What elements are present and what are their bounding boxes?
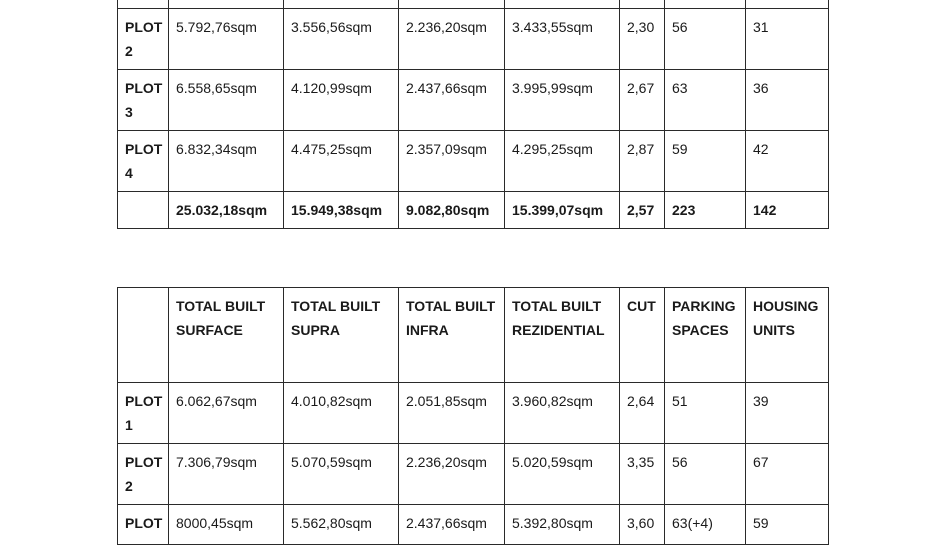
header-cell [118,288,169,383]
row-label: PLOT 1 [118,383,169,444]
row-label: PLOT 4 [118,131,169,192]
table-cell: 5.020,59sqm [505,444,620,505]
table-cell [665,0,746,9]
row-label: PLOT 2 [118,444,169,505]
table-cell: 39 [746,383,829,444]
table-cell: 3,35 [620,444,665,505]
table-cell: 2,64 [620,383,665,444]
table-cell: 142 [746,192,829,229]
table-cell: 2.236,20sqm [399,444,505,505]
table-cell: 9.082,80sqm [399,192,505,229]
table-cell: 223 [665,192,746,229]
row-label: PLOT [118,505,169,545]
table-cell: 2,57 [620,192,665,229]
header-cell: PARKING SPACES [665,288,746,383]
table-cell: 4.120,99sqm [284,70,399,131]
row-label: PLOT 2 [118,9,169,70]
header-cell: TOTAL BUILT SUPRA [284,288,399,383]
table-cell: 7.306,79sqm [169,444,284,505]
table-cell: 56 [665,9,746,70]
table-cell: 2.236,20sqm [399,9,505,70]
table-cell: 5.792,76sqm [169,9,284,70]
table-cell: 42 [746,131,829,192]
table-cell [399,0,505,9]
table-header-row [118,288,829,383]
table-cell: 8000,45sqm [169,505,284,545]
table-cell: 59 [746,505,829,545]
table-cell [746,0,829,9]
plot-summary-table [117,0,829,229]
table-cell: 2,30 [620,9,665,70]
table-row [118,383,829,444]
table-cell: 3.433,55sqm [505,9,620,70]
table-cell [284,0,399,9]
table-row [118,9,829,70]
header-cell: HOUSING UNITS [746,288,829,383]
table-cell: 5.070,59sqm [284,444,399,505]
table-cell: 63 [665,70,746,131]
table-cell [118,0,169,9]
table-cell: 2.437,66sqm [399,70,505,131]
header-cell: TOTAL BUILT REZIDENTIAL [505,288,620,383]
table-cell: 2,87 [620,131,665,192]
table-cell: 15.399,07sqm [505,192,620,229]
table-cell: 31 [746,9,829,70]
table-cell: 5.562,80sqm [284,505,399,545]
table-row-total [118,192,829,229]
table-cell: 59 [665,131,746,192]
table-cell [620,0,665,9]
table-cell: 3,60 [620,505,665,545]
table-cell: 36 [746,70,829,131]
table-cell: 3.960,82sqm [505,383,620,444]
table-cell: 4.295,25sqm [505,131,620,192]
table-cell: 2,67 [620,70,665,131]
table-row [118,70,829,131]
table-cell: 63(+4) [665,505,746,545]
table-cell: 6.558,65sqm [169,70,284,131]
row-label [118,192,169,229]
table-row [118,444,829,505]
table-cell: 25.032,18sqm [169,192,284,229]
header-cell: CUT [620,288,665,383]
table-cell: 6.832,34sqm [169,131,284,192]
table-cell: 4.010,82sqm [284,383,399,444]
table-cell: 51 [665,383,746,444]
table-cell: 2.437,66sqm [399,505,505,545]
table-row [118,505,829,545]
total-built-table [117,287,829,545]
table-cell: 67 [746,444,829,505]
header-cell: TOTAL BUILT SURFACE [169,288,284,383]
table-cell: 56 [665,444,746,505]
table-cell: 3.556,56sqm [284,9,399,70]
header-cell: TOTAL BUILT INFRA [399,288,505,383]
table-row [118,0,829,9]
row-label: PLOT 3 [118,70,169,131]
table-cell: 3.995,99sqm [505,70,620,131]
table-cell: 2.357,09sqm [399,131,505,192]
table-cell: 2.051,85sqm [399,383,505,444]
table-cell [169,0,284,9]
table-row [118,131,829,192]
table-cell [505,0,620,9]
table-cell: 4.475,25sqm [284,131,399,192]
table-cell: 6.062,67sqm [169,383,284,444]
table-cell: 15.949,38sqm [284,192,399,229]
table-cell: 5.392,80sqm [505,505,620,545]
